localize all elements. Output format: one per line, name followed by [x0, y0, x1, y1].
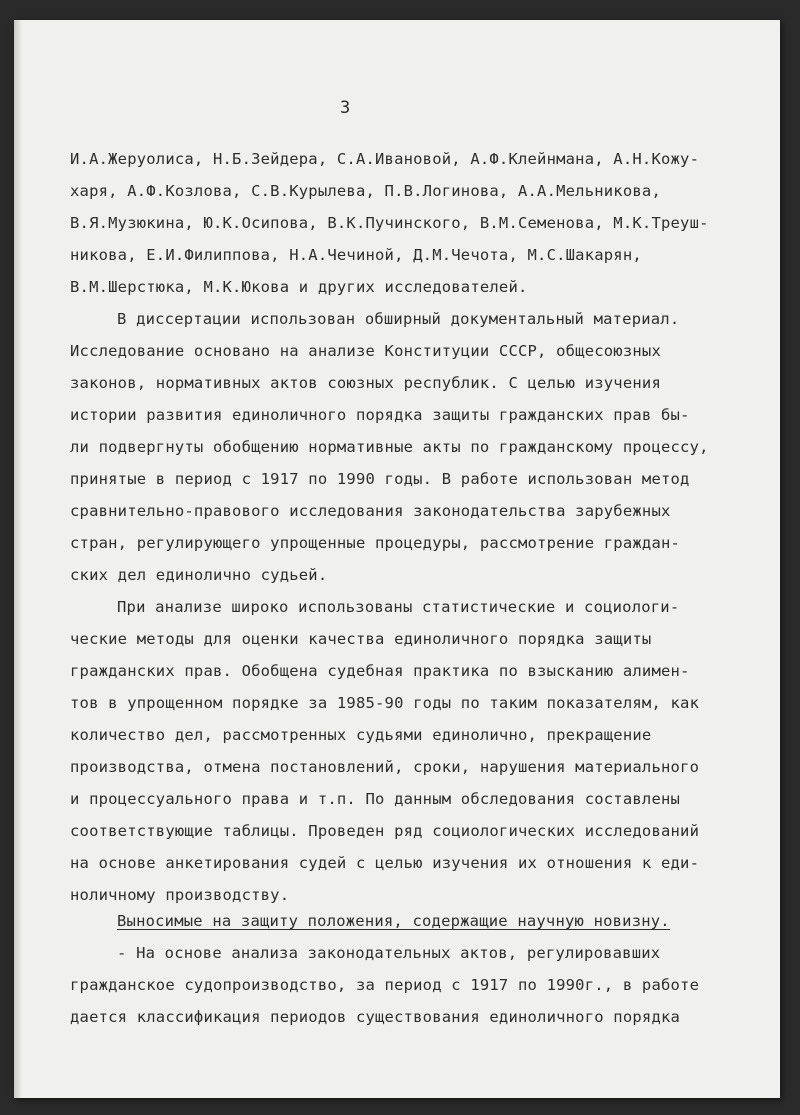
paragraph-first-line: При анализе широко использованы статистические и социологи- — [117, 598, 680, 616]
text-line: стран, регулирующего упрощенные процедуры, рассмотрение граждан- — [70, 534, 681, 552]
text-line: ских дел единолично судьей. — [70, 566, 328, 584]
text-line: истории развития единоличного порядка защиты гражданских прав бы- — [70, 406, 690, 424]
text-line: количество дел, рассмотренных судьями единолично, прекращение — [70, 726, 652, 744]
text-line: соответствующие таблицы. Проведен ряд социологических исследований — [70, 822, 700, 840]
text-line: тов в упрощенном порядке за 1985-90 годы по таким показателям, как — [70, 694, 700, 712]
text-line: на основе анкетирования судей с целью изучения их отношения к еди- — [70, 854, 700, 872]
text-line: В.М.Шерстюка, М.К.Юкова и других исследователей. — [70, 278, 528, 296]
text-line: законов, нормативных актов союзных республик. С целью изучения — [70, 374, 661, 392]
text-line: И.А.Жеруолиса, Н.Б.Зейдера, С.А.Ивановой, А.Ф.Клейнмана, А.Н.Кожу- — [70, 150, 700, 168]
page-number: 3 — [340, 98, 351, 118]
text-line: никова, Е.И.Филиппова, Н.А.Чечиной, Д.М.Чечота, М.С.Шакарян, — [70, 246, 642, 264]
text-line: сравнительно-правового исследования законодательства зарубежных — [70, 502, 671, 520]
text-line: дается классификация периодов существования единоличного порядка — [70, 1008, 681, 1026]
text-line: производства, отмена постановлений, сроки, нарушения материального — [70, 758, 700, 776]
text-line: и процессуального права и т.п. По данным обследования составлены — [70, 790, 681, 808]
text-line: гражданское судопроизводство, за период с 1917 по 1990г., в работе — [70, 976, 700, 994]
binding-gutter — [14, 20, 22, 1098]
text-line: В.Я.Музюкина, Ю.К.Осипова, В.К.Пучинского, В.М.Семенова, М.К.Треуш- — [70, 214, 709, 232]
text-line: гражданских прав. Обобщена судебная практика по взысканию алимен- — [70, 662, 690, 680]
paragraph-first-line: - На основе анализа законодательных актов, регулировавших — [117, 944, 661, 962]
text-line: ноличному производству. — [70, 886, 290, 904]
paragraph-first-line: В диссертации использован обширный документальный материал. — [117, 310, 680, 328]
text-line: принятые в период с 1917 по 1990 годы. В работе использован метод — [70, 470, 690, 488]
text-line: ли подвергнуты обобщению нормативные акты по гражданскому процессу, — [70, 438, 709, 456]
section-heading: Выносимые на защиту положения, содержащие научную новизну. — [117, 912, 670, 930]
text-line: Исследование основано на анализе Конституции СССР, общесоюзных — [70, 342, 661, 360]
text-line: ческие методы для оценки качества единоличного порядка защиты — [70, 630, 652, 648]
text-line: харя, А.Ф.Козлова, С.В.Курылева, П.В.Логинова, А.А.Мельникова, — [70, 182, 661, 200]
